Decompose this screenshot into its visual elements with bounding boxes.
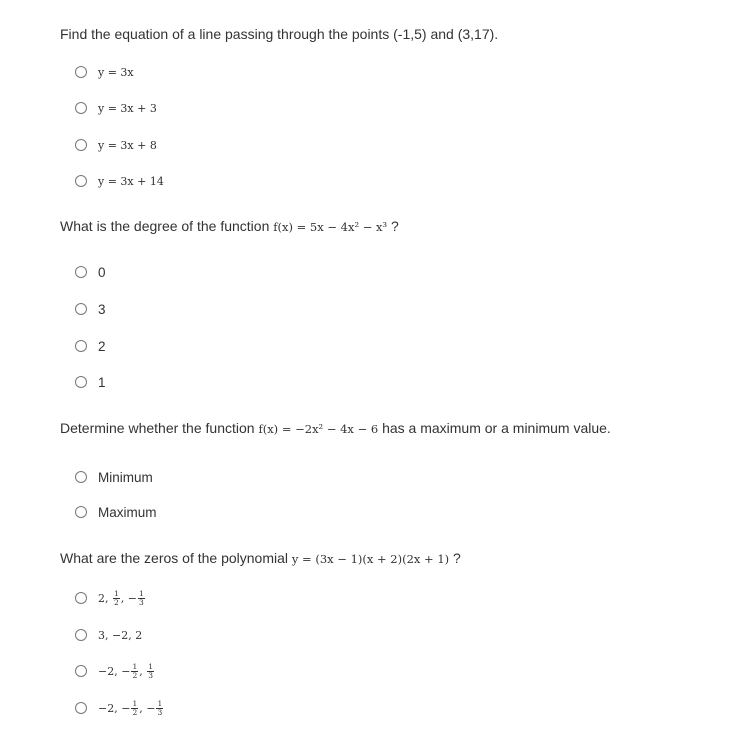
question-text: ? <box>449 550 461 566</box>
option-label <box>98 700 164 717</box>
option-label: 1 <box>98 374 106 390</box>
denominator: 3 <box>139 597 144 607</box>
denominator: 2 <box>132 670 138 680</box>
option-label: y = 3x + 3 <box>98 101 157 115</box>
option-4-4[interactable] <box>75 699 164 717</box>
denominator: 3 <box>157 707 163 717</box>
option-text: , − <box>120 591 137 605</box>
option-2-1[interactable] <box>75 263 106 281</box>
radio-button[interactable] <box>75 471 87 483</box>
option-1-1[interactable] <box>75 63 134 81</box>
option-4-1[interactable] <box>75 589 146 607</box>
option-label: 0 <box>98 264 106 280</box>
radio-button[interactable] <box>75 340 87 352</box>
option-2-2[interactable] <box>75 300 106 318</box>
numerator: 1 <box>132 661 138 671</box>
option-label <box>98 590 146 607</box>
option-3-2[interactable] <box>75 503 157 521</box>
question-4-text <box>60 549 461 568</box>
option-4-2[interactable] <box>75 626 142 644</box>
option-label: y = 3x + 8 <box>98 138 157 152</box>
option-text: , − <box>139 701 156 715</box>
numerator: 1 <box>139 588 144 598</box>
option-label: 2 <box>98 338 106 354</box>
option-label <box>98 663 155 680</box>
option-text: 2, <box>98 591 112 605</box>
denominator: 2 <box>132 707 138 717</box>
radio-button[interactable] <box>75 102 87 114</box>
question-math: y = (3x − 1)(x + 2)(2x + 1) <box>291 552 450 566</box>
radio-button[interactable] <box>75 139 87 151</box>
question-text: Determine whether the function <box>60 420 259 436</box>
question-text: What are the zeros of the polynomial <box>60 550 292 566</box>
radio-button[interactable] <box>75 592 87 604</box>
option-3-1[interactable] <box>75 468 153 486</box>
denominator: 2 <box>114 597 119 607</box>
radio-button[interactable] <box>75 66 87 78</box>
question-math: f(x) = 5x − 4x² − x³ <box>273 220 388 234</box>
question-text: has a maximum or a minimum value. <box>378 420 611 436</box>
fraction <box>131 663 138 680</box>
option-text: 3, −2, 2 <box>98 628 143 642</box>
option-1-3[interactable] <box>75 136 157 154</box>
option-text: , <box>139 664 147 678</box>
option-text: −2, − <box>98 701 131 715</box>
option-2-3[interactable] <box>75 337 106 355</box>
question-math: f(x) = −2x² − 4x − 6 <box>258 422 379 436</box>
option-4-3[interactable] <box>75 662 155 680</box>
option-label <box>98 629 142 642</box>
question-1-text: Find the equation of a line passing through the points (-1,5) and (3,17). <box>60 26 499 42</box>
option-1-2[interactable] <box>75 99 157 117</box>
question-text: What is the degree of the function <box>60 218 274 234</box>
option-label: 3 <box>98 301 106 317</box>
fraction <box>147 663 154 680</box>
option-text: −2, − <box>98 664 131 678</box>
fraction <box>156 700 163 717</box>
fraction <box>138 590 145 607</box>
fraction <box>113 590 120 607</box>
fraction <box>131 700 138 717</box>
question-2-text <box>60 217 399 236</box>
radio-button[interactable] <box>75 702 87 714</box>
numerator: 1 <box>132 698 138 708</box>
denominator: 3 <box>148 670 153 680</box>
option-label: y = 3x + 14 <box>98 174 164 188</box>
radio-button[interactable] <box>75 175 87 187</box>
numerator: 1 <box>148 661 153 671</box>
option-1-4[interactable] <box>75 172 164 190</box>
radio-button[interactable] <box>75 665 87 677</box>
radio-button[interactable] <box>75 629 87 641</box>
option-2-4[interactable] <box>75 373 106 391</box>
question-text: ? <box>387 218 399 234</box>
option-label: Minimum <box>98 469 153 485</box>
option-label: y = 3x <box>98 65 134 79</box>
question-3-text <box>60 419 611 438</box>
radio-button[interactable] <box>75 376 87 388</box>
radio-button[interactable] <box>75 506 87 518</box>
radio-button[interactable] <box>75 303 87 315</box>
option-label: Maximum <box>98 504 157 520</box>
numerator: 1 <box>114 588 119 598</box>
radio-button[interactable] <box>75 266 87 278</box>
numerator: 1 <box>157 698 163 708</box>
